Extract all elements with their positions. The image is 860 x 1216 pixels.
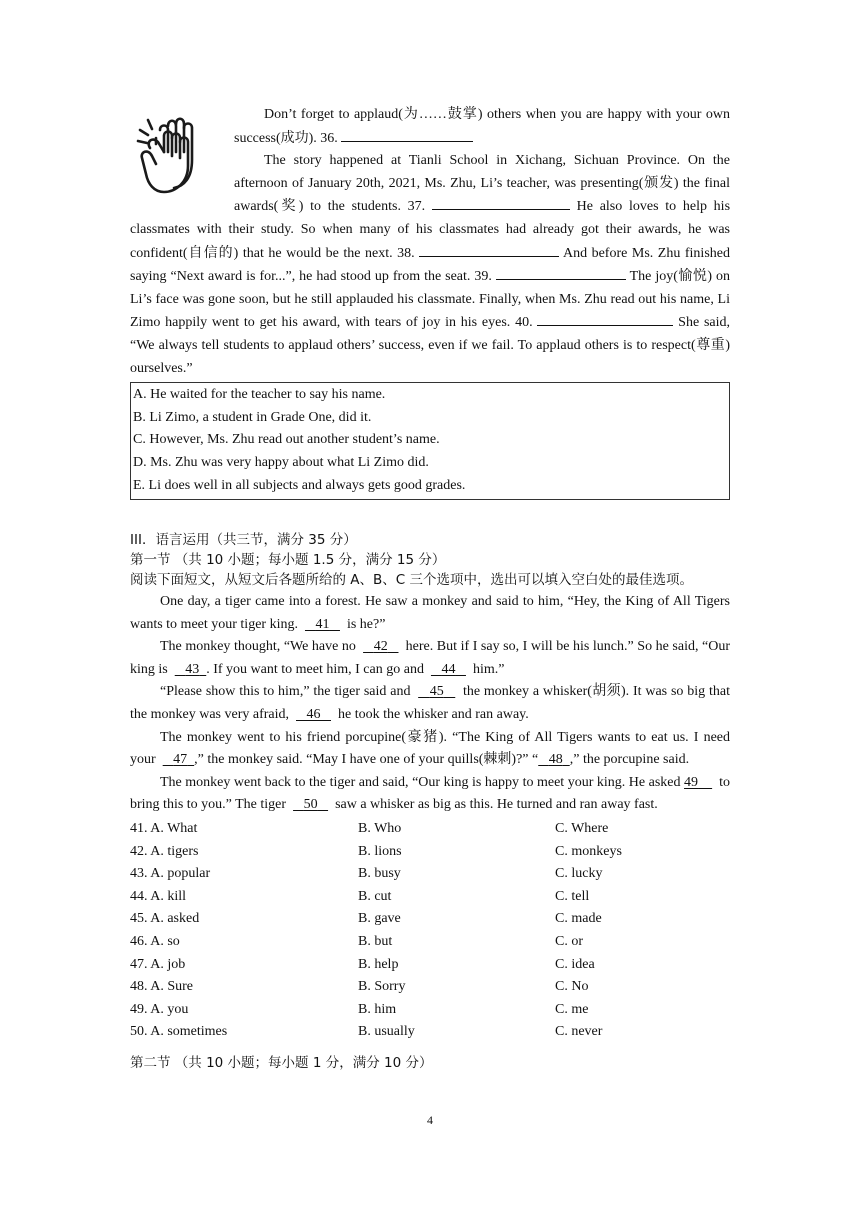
choice-row <box>130 931 730 954</box>
cloze-blank-47[interactable]: 47 <box>173 752 188 768</box>
clapping-hands-icon <box>130 108 222 196</box>
option-item: C. However, Ms. Zhu read out another student’s name. <box>133 432 440 448</box>
choice-c[interactable]: C. made <box>555 911 602 927</box>
choice-c[interactable]: C. No <box>555 979 589 995</box>
cloze-blank-44[interactable]: 44 <box>441 661 456 677</box>
choice-row <box>130 908 730 931</box>
choice-a[interactable]: 47. A. job <box>130 956 186 972</box>
reading-passage <box>130 104 730 380</box>
cloze-blank-42[interactable]: 42 <box>373 639 388 655</box>
choice-c[interactable]: C. me <box>555 1001 589 1017</box>
cloze-passage <box>130 591 730 817</box>
passage-paragraph: The story happened at Tianli School in Xichang, Sichuan Province. On the afternoon of January 20th, 2021, Ms. Zhu, Li’s teacher, was presenting(颁发) the final awards(奖) to the students. 37. He also loves to help his classmates with their study. So when many of his classmates had already got their awards, he was confident(自信的) that he would be the next. 38. And before Ms. Zhu finished saying “Next award is for...”, he had stood up from the seat. 39. The joy(愉悦) on Li’s face was gone soon, but he still applauded his classmate. Finally, when Ms. Zhu read out his name, Li Zimo happily went to get his award, with tears of joy in his eyes. 40. She said, “We always tell students to applaud others’ success, even if we fail. To applaud others is to respect(尊重) ourselves.” <box>130 153 731 376</box>
choice-b[interactable]: B. busy <box>358 866 401 882</box>
choice-b[interactable]: B. lions <box>358 843 402 859</box>
choice-row <box>130 841 730 864</box>
part-title: 第二节 （共 10 小题；每小题 1 分，满分 10 分） <box>130 1054 433 1071</box>
choice-row <box>130 976 730 999</box>
cloze-paragraph: The monkey went to his friend porcupine(豪猪). “The King of All Tigers wants to eat us. I need your 47 ,” the monkey said. “May I have one of your quills(棘刺)?” “ 48 ,” the porcupine said. <box>130 729 730 768</box>
answer-blank-40[interactable] <box>537 311 673 326</box>
options-box <box>130 382 730 500</box>
choice-b[interactable]: B. him <box>358 1001 397 1017</box>
choice-c[interactable]: C. or <box>555 934 583 949</box>
choice-c[interactable]: C. never <box>555 1024 603 1040</box>
cloze-blank-43[interactable]: 43 <box>185 661 200 677</box>
choice-a[interactable]: 44. A. kill <box>130 888 187 904</box>
choice-b[interactable]: B. usually <box>358 1024 415 1040</box>
choice-a[interactable]: 46. A. so <box>130 934 180 949</box>
option-item: E. Li does well in all subjects and always gets good grades. <box>133 477 466 493</box>
choice-row <box>130 818 730 841</box>
choice-c[interactable]: C. idea <box>555 956 595 972</box>
cloze-paragraph: One day, a tiger came into a forest. He saw a monkey and said to him, “Hey, the King of All Tigers wants to meet your tiger king. 41 is he?” <box>130 594 730 632</box>
choice-b[interactable]: B. but <box>358 934 393 949</box>
choice-b[interactable]: B. Sorry <box>358 979 406 995</box>
cloze-blank-45[interactable]: 45 <box>429 684 444 700</box>
answer-blank-36[interactable] <box>341 127 473 142</box>
choice-c[interactable]: C. Where <box>555 821 609 837</box>
option-item: A. He waited for the teacher to say his name. <box>133 387 386 403</box>
exam-page <box>130 104 730 1073</box>
choices-table <box>130 818 730 1044</box>
cloze-paragraph: “Please show this to him,” the tiger said and 45 the monkey a whisker(胡须). It was so big that the monkey was very afraid, 46 he took the whisker and ran away. <box>130 684 731 723</box>
cloze-blank-48[interactable]: 48 <box>548 752 563 768</box>
cloze-blank-41[interactable]: 41 <box>315 616 330 632</box>
cloze-blank-49[interactable]: 49 <box>684 774 699 790</box>
choice-c[interactable]: C. monkeys <box>555 843 622 859</box>
cloze-paragraph: The monkey went back to the tiger and said, “Our king is happy to meet your king. He asked 49 to bring this to you.” The tiger 50 saw a whisker as big as this. He turned and ran away fast. <box>130 774 731 813</box>
answer-blank-38[interactable] <box>419 242 559 257</box>
passage-paragraph: Don’t forget to applaud(为……鼓掌) others when you are happy with your own success(成功). 36. <box>234 107 730 146</box>
choice-b[interactable]: B. gave <box>358 911 401 927</box>
choice-b[interactable]: B. help <box>358 956 399 972</box>
choice-b[interactable]: B. cut <box>358 888 392 904</box>
choice-c[interactable]: C. lucky <box>555 866 603 882</box>
part-title: 第一节 （共 10 小题；每小题 1.5 分，满分 15 分） <box>130 552 446 569</box>
choice-row <box>130 999 730 1022</box>
cloze-blank-50[interactable]: 50 <box>303 797 318 813</box>
choice-a[interactable]: 50. A. sometimes <box>130 1024 228 1040</box>
choice-a[interactable]: 48. A. Sure <box>130 979 193 995</box>
choice-row <box>130 954 730 977</box>
page-number: 4 <box>427 1113 433 1127</box>
answer-blank-39[interactable] <box>496 265 626 280</box>
section-title: III．语言运用（共三节，满分 35 分） <box>130 532 357 549</box>
choice-row <box>130 1021 730 1044</box>
choice-b[interactable]: B. Who <box>358 821 402 837</box>
option-item: D. Ms. Zhu was very happy about what Li Zimo did. <box>133 454 429 470</box>
cloze-paragraph: The monkey thought, “We have no 42 here. But if I say so, I will be his lunch.” So he said, “Our king is 43 . If you want to meet him, I can go and 44 him.” <box>130 639 731 677</box>
choice-c[interactable]: C. tell <box>555 888 590 904</box>
choice-a[interactable]: 49. A. you <box>130 1001 189 1017</box>
choice-a[interactable]: 42. A. tigers <box>130 843 199 859</box>
choice-row <box>130 863 730 886</box>
answer-blank-37[interactable] <box>432 195 570 210</box>
choice-row <box>130 886 730 909</box>
option-item: B. Li Zimo, a student in Grade One, did it. <box>133 409 372 425</box>
choice-a[interactable]: 43. A. popular <box>130 866 211 882</box>
cloze-blank-46[interactable]: 46 <box>306 707 321 723</box>
choice-a[interactable]: 45. A. asked <box>130 911 200 927</box>
instruction: 阅读下面短文，从短文后各题所给的 A、B、C 三个选项中，选出可以填入空白处的最佳选项。 <box>130 572 694 589</box>
choice-a[interactable]: 41. A. What <box>130 821 198 837</box>
